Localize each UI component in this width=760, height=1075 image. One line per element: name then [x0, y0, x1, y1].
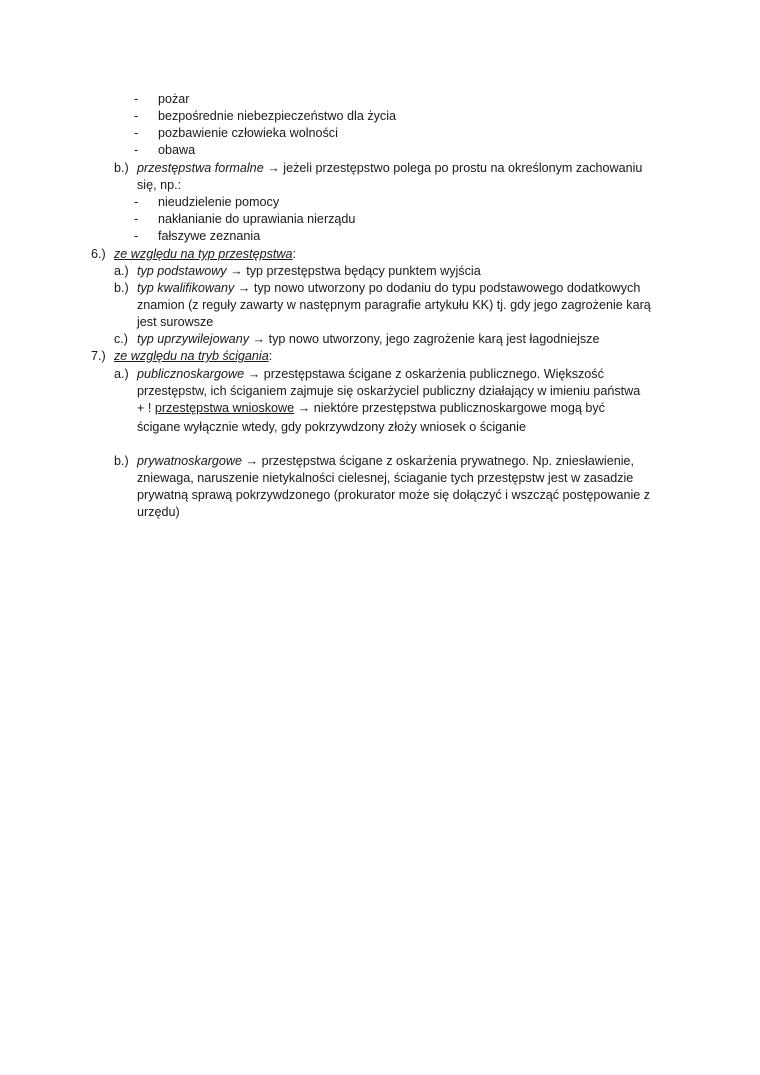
item-prefix: + ! — [137, 401, 152, 415]
item-text-continued: urzędu) — [137, 505, 180, 519]
list-item-formal — [137, 160, 642, 177]
list-item-qualified-type — [137, 280, 640, 297]
arrow-icon: → — [245, 454, 259, 468]
item-text: niektóre przestępstwa publicznoskargowe mogą być — [313, 401, 605, 415]
heading-text: ze względu na typ przestępstwa — [114, 247, 293, 261]
item-text: typ przestępstwa będący punktem wyjścia — [246, 264, 481, 278]
list-item-public-prosecution — [137, 366, 604, 383]
item-text-continued: jest surowsze — [137, 315, 214, 329]
arrow-icon: → — [267, 161, 280, 175]
list-item: obawa — [158, 143, 196, 157]
bullet-dash: - — [134, 92, 139, 106]
arrow-icon: → — [247, 367, 261, 381]
item-text-continued — [137, 400, 605, 417]
section-heading — [114, 246, 296, 263]
item-text: przestępstwa ścigane z oskarżenia prywatnego. Np. zniesławienie, — [261, 454, 635, 468]
item-text: typ nowo utworzony, jego zagrożenie karą jest łagodniejsze — [268, 332, 600, 346]
bullet-dash: - — [134, 143, 139, 157]
bullet-dash: - — [134, 109, 139, 123]
section-marker: 6.) — [91, 247, 106, 261]
arrow-icon: → — [297, 401, 311, 415]
arrow-icon: → — [230, 264, 243, 278]
list-item: nakłanianie do uprawiania nierządu — [158, 212, 356, 226]
item-text-continued: się, np.: — [137, 178, 182, 192]
list-marker: a.) — [114, 264, 129, 278]
section-heading — [114, 348, 272, 365]
list-marker: b.) — [114, 161, 129, 175]
term: prywatnoskargowe — [137, 454, 242, 468]
section-marker: 7.) — [91, 349, 106, 363]
item-text-continued: prywatną sprawą pokrzywdzonego (prokurator może się dołączyć i wszcząć postępowanie z — [137, 488, 651, 502]
list-item: pożar — [158, 92, 190, 106]
list-marker: c.) — [114, 332, 128, 346]
list-item: fałszywe zeznania — [158, 229, 261, 243]
list-marker: a.) — [114, 367, 129, 381]
list-item-private-prosecution — [137, 453, 634, 470]
list-item: bezpośrednie niebezpieczeństwo dla życia — [158, 109, 397, 123]
term: typ uprzywilejowany — [137, 332, 249, 346]
bullet-dash: - — [134, 126, 139, 140]
item-text-continued: przestępstw, ich ściganiem zajmuje się oskarżyciel publiczny działający w imieniu państwa — [137, 384, 641, 398]
item-text-continued: znamion (z reguły zawarty w następnym paragrafie artykułu KK) tj. gdy jego zagrożenie karą — [137, 298, 651, 312]
term: typ podstawowy — [137, 264, 227, 278]
item-text: typ nowo utworzony po dodaniu do typu podstawowego dodatkowych — [253, 281, 641, 295]
list-marker: b.) — [114, 454, 129, 468]
heading-colon: : — [268, 349, 273, 363]
bullet-dash: - — [134, 195, 139, 209]
heading-text: ze względu na tryb ścigania — [114, 349, 269, 363]
heading-colon: : — [292, 247, 297, 261]
list-item: pozbawienie człowieka wolności — [158, 126, 338, 140]
term: publicznoskargowe — [137, 367, 245, 381]
bullet-dash: - — [134, 212, 139, 226]
term: przestępstwa formalne — [137, 161, 264, 175]
underlined-term: przestępstwa wnioskowe — [154, 401, 295, 415]
list-item-privileged-type — [137, 331, 600, 348]
list-marker: b.) — [114, 281, 129, 295]
item-text: przestępstawa ścigane z oskarżenia publicznego. Większość — [263, 367, 604, 381]
bullet-dash: - — [134, 229, 139, 243]
list-item-basic-type — [137, 263, 481, 280]
arrow-icon: → — [237, 281, 251, 295]
arrow-icon: → — [252, 332, 266, 346]
item-text-continued: zniewaga, naruszenie nietykalności cielesnej, ściaganie tych przestępstw jest w zasadzie — [137, 471, 634, 485]
item-text: jeżeli przestępstwo polega po prostu na określonym zachowaniu — [283, 161, 643, 175]
term: typ kwalifikowany — [137, 281, 235, 295]
list-item: nieudzielenie pomocy — [158, 195, 280, 209]
item-text-continued: ścigane wyłącznie wtedy, gdy pokrzywdzony złoży wniosek o ściganie — [137, 420, 526, 434]
